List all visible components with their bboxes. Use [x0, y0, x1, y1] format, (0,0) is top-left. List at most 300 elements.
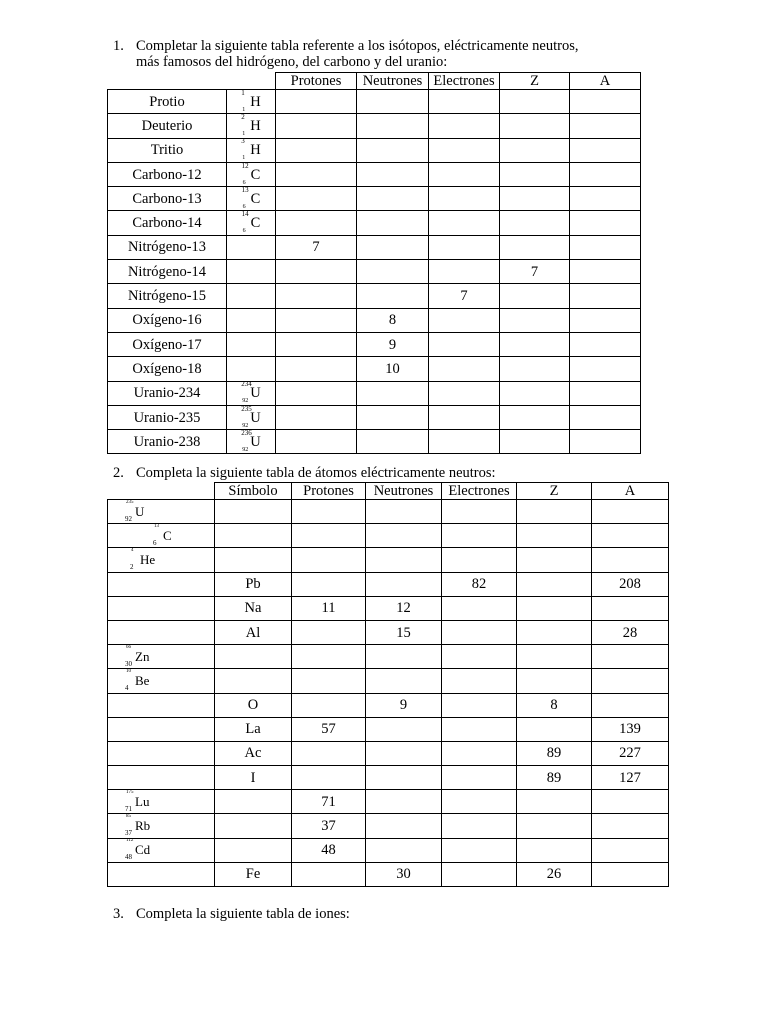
cell-simbolo — [215, 814, 292, 838]
cell-neutrones — [357, 405, 429, 429]
isotope-notation — [241, 186, 261, 210]
cell-z — [500, 284, 570, 308]
atomic-number: 37 — [125, 829, 132, 838]
cell-z — [517, 620, 592, 644]
question-3-number: 3. — [113, 906, 124, 922]
table-row — [108, 357, 641, 381]
cell-electrones — [442, 620, 517, 644]
isotope-notation-cell — [227, 357, 276, 381]
cell-neutrones — [366, 790, 442, 814]
table-row — [108, 308, 641, 332]
mass-number: 85 — [126, 814, 131, 820]
cell-neutrones — [366, 645, 442, 669]
cell-a: 208 — [592, 572, 669, 596]
isotope-notation-cell — [227, 162, 276, 186]
cell-neutrones — [357, 235, 429, 259]
cell-electrones — [429, 114, 500, 138]
element-symbol: He — [140, 551, 156, 567]
cell-protones: 71 — [292, 790, 366, 814]
cell-a — [570, 405, 641, 429]
isotope-notation — [241, 429, 261, 453]
cell-z — [500, 138, 570, 162]
cell-a — [570, 381, 641, 405]
header-neutrones: Neutrones — [366, 483, 442, 500]
cell-neutrones: 15 — [366, 620, 442, 644]
cell-electrones — [429, 381, 500, 405]
cell-electrones — [442, 524, 517, 548]
cell-protones — [276, 211, 357, 235]
cell-a — [592, 862, 669, 886]
isotope-notation-cell — [108, 838, 215, 862]
cell-a — [592, 645, 669, 669]
cell-simbolo: O — [215, 693, 292, 717]
isotope-name: Protio — [108, 90, 227, 114]
cell-electrones — [442, 814, 517, 838]
cell-electrones — [442, 766, 517, 790]
atomic-number: 1 — [242, 130, 246, 137]
cell-protones — [292, 766, 366, 790]
table-row — [108, 211, 641, 235]
cell-simbolo: I — [215, 766, 292, 790]
isotope-notation-cell — [108, 500, 215, 524]
table-row — [108, 645, 669, 669]
isotope-notation-cell — [227, 211, 276, 235]
table-row — [108, 284, 641, 308]
cell-electrones — [429, 308, 500, 332]
cell-electrones — [442, 862, 517, 886]
atomic-number: 2 — [130, 562, 134, 571]
cell-electrones — [442, 693, 517, 717]
question-3-line-1: Completa la siguiente tabla de iones: — [136, 906, 350, 922]
atomic-number: 6 — [153, 538, 157, 547]
cell-protones — [292, 524, 366, 548]
isotope-name: Carbono-14 — [108, 211, 227, 235]
cell-z — [517, 717, 592, 741]
table-row — [108, 693, 669, 717]
cell-protones — [292, 741, 366, 765]
cell-z — [500, 162, 570, 186]
cell-protones — [292, 620, 366, 644]
table-row — [108, 162, 641, 186]
cell-electrones — [429, 162, 500, 186]
header-z: Z — [517, 483, 592, 500]
atomic-number: 71 — [125, 804, 132, 813]
cell-z — [517, 645, 592, 669]
isotope-notation-cell — [108, 862, 215, 886]
isotope-notation-cell — [108, 620, 215, 644]
cell-protones — [276, 284, 357, 308]
cell-simbolo — [215, 645, 292, 669]
neutral-atoms-table-header — [108, 483, 669, 500]
cell-a — [570, 90, 641, 114]
mass-number: 235 — [126, 499, 134, 505]
table-row — [108, 717, 669, 741]
mass-number: 1 — [241, 89, 245, 97]
cell-z — [517, 572, 592, 596]
element-symbol: C — [250, 190, 261, 207]
element-symbol: C — [250, 215, 261, 232]
cell-protones — [292, 645, 366, 669]
table-row — [108, 405, 641, 429]
cell-a — [592, 693, 669, 717]
cell-z — [500, 308, 570, 332]
header-electrones: Electrones — [442, 483, 517, 500]
cell-electrones — [429, 260, 500, 284]
cell-neutrones: 8 — [357, 308, 429, 332]
isotope-notation — [125, 789, 150, 813]
cell-a — [570, 332, 641, 356]
atomic-number: 1 — [242, 106, 246, 113]
question-1 — [113, 38, 579, 70]
cell-z — [500, 405, 570, 429]
cell-electrones — [429, 430, 500, 454]
cell-neutrones — [366, 524, 442, 548]
isotope-notation-cell — [227, 260, 276, 284]
cell-z: 8 — [517, 693, 592, 717]
cell-protones — [292, 548, 366, 572]
table-row — [108, 90, 641, 114]
cell-simbolo: La — [215, 717, 292, 741]
element-symbol: H — [250, 93, 261, 110]
cell-a — [570, 308, 641, 332]
cell-a — [570, 430, 641, 454]
element-symbol: C — [250, 166, 261, 183]
cell-electrones — [442, 548, 517, 572]
cell-neutrones: 9 — [357, 332, 429, 356]
isotope-notation-cell — [108, 766, 215, 790]
cell-electrones — [429, 138, 500, 162]
cell-a — [592, 814, 669, 838]
cell-electrones — [442, 596, 517, 620]
cell-simbolo: Al — [215, 620, 292, 644]
cell-a: 227 — [592, 741, 669, 765]
atomic-number: 6 — [242, 179, 246, 186]
question-1-line-1: Completar la siguiente tabla referente a los isótopos, eléctricamente neutros, — [136, 38, 579, 54]
cell-protones — [276, 162, 357, 186]
header-neutrones: Neutrones — [357, 73, 429, 90]
cell-neutrones — [366, 717, 442, 741]
question-2-line-1: Completa la siguiente tabla de átomos eléctricamente neutros: — [136, 465, 496, 481]
cell-neutrones — [366, 741, 442, 765]
isotope-notation — [241, 381, 261, 405]
cell-neutrones — [357, 260, 429, 284]
isotope-name: Nitrógeno-14 — [108, 260, 227, 284]
element-symbol: Zn — [135, 648, 150, 664]
isotope-notation — [241, 210, 261, 235]
mass-number: 236 — [241, 429, 252, 437]
isotope-name: Tritio — [108, 138, 227, 162]
question-3 — [113, 906, 350, 922]
isotope-notation-cell — [108, 790, 215, 814]
atomic-number: 6 — [242, 203, 246, 210]
cell-neutrones — [357, 381, 429, 405]
isotope-notation-cell — [227, 90, 276, 114]
isotope-notation-cell — [108, 596, 215, 620]
cell-simbolo — [215, 838, 292, 862]
cell-neutrones — [357, 162, 429, 186]
cell-neutrones — [366, 500, 442, 524]
cell-z: 89 — [517, 741, 592, 765]
isotopes-table-body — [108, 73, 641, 454]
table-row — [108, 138, 641, 162]
neutral-atoms-table-body — [108, 483, 669, 887]
element-symbol: Lu — [135, 793, 150, 809]
cell-z — [500, 211, 570, 235]
cell-neutrones — [357, 187, 429, 211]
atomic-number: 4 — [125, 683, 129, 692]
cell-z — [500, 90, 570, 114]
isotope-notation-cell — [227, 332, 276, 356]
isotope-notation — [241, 138, 261, 162]
cell-z — [517, 838, 592, 862]
table-row — [108, 669, 669, 693]
cell-electrones: 7 — [429, 284, 500, 308]
isotope-notation-cell — [108, 548, 215, 572]
mass-number: 3 — [241, 138, 245, 146]
mass-number: 235 — [241, 405, 252, 413]
cell-protones — [276, 357, 357, 381]
cell-z — [517, 524, 592, 548]
cell-a: 139 — [592, 717, 669, 741]
atomic-number: 92 — [242, 446, 249, 453]
table-row — [108, 524, 669, 548]
isotope-name: Uranio-234 — [108, 381, 227, 405]
cell-protones: 7 — [276, 235, 357, 259]
isotope-name: Deuterio — [108, 114, 227, 138]
cell-simbolo — [215, 500, 292, 524]
question-2 — [113, 465, 496, 481]
cell-neutrones — [366, 669, 442, 693]
isotope-name: Carbono-12 — [108, 162, 227, 186]
cell-a — [592, 669, 669, 693]
mass-number: 12 — [241, 162, 249, 170]
mass-number: 10 — [126, 668, 131, 674]
cell-z — [517, 596, 592, 620]
cell-electrones — [429, 405, 500, 429]
table-row — [108, 620, 669, 644]
element-symbol: Be — [135, 672, 150, 688]
cell-protones: 11 — [292, 596, 366, 620]
question-1-line-2: más famosos del hidrógeno, del carbono y del uranio: — [136, 54, 448, 70]
cell-z — [517, 548, 592, 572]
cell-protones — [276, 308, 357, 332]
isotope-notation — [125, 838, 151, 862]
cell-protones — [276, 138, 357, 162]
cell-z — [500, 332, 570, 356]
atomic-number: 92 — [242, 398, 249, 405]
cell-protones — [276, 260, 357, 284]
mass-number: 234 — [241, 381, 252, 389]
isotope-notation-cell — [108, 572, 215, 596]
cell-neutrones: 12 — [366, 596, 442, 620]
cell-a — [592, 524, 669, 548]
isotope-notation — [153, 523, 172, 547]
cell-z — [500, 430, 570, 454]
cell-a — [570, 357, 641, 381]
header-a: A — [592, 483, 669, 500]
isotope-name: Oxígeno-17 — [108, 332, 227, 356]
table-row — [108, 838, 669, 862]
table-row — [108, 332, 641, 356]
cell-simbolo — [215, 524, 292, 548]
table-row — [108, 741, 669, 765]
header-electrones: Electrones — [429, 73, 500, 90]
isotope-notation — [241, 162, 261, 186]
cell-electrones: 82 — [442, 572, 517, 596]
cell-z: 7 — [500, 260, 570, 284]
isotope-notation — [241, 89, 261, 113]
cell-neutrones — [357, 138, 429, 162]
cell-a — [592, 548, 669, 572]
isotope-notation-cell — [227, 235, 276, 259]
element-symbol: H — [250, 142, 261, 159]
cell-electrones — [442, 500, 517, 524]
element-symbol: U — [135, 503, 145, 519]
cell-a — [592, 500, 669, 524]
table-row — [108, 790, 669, 814]
cell-electrones — [442, 717, 517, 741]
cell-protones — [276, 381, 357, 405]
cell-z — [517, 669, 592, 693]
cell-z — [517, 814, 592, 838]
cell-electrones — [442, 741, 517, 765]
table-row — [108, 260, 641, 284]
cell-a — [592, 838, 669, 862]
cell-protones — [276, 90, 357, 114]
cell-neutrones — [357, 114, 429, 138]
table-row — [108, 548, 669, 572]
cell-z — [517, 500, 592, 524]
atomic-number: 48 — [125, 853, 132, 862]
element-symbol: U — [250, 385, 261, 402]
atomic-number: 30 — [125, 659, 132, 668]
cell-neutrones — [366, 548, 442, 572]
mass-number: 66 — [126, 644, 131, 650]
isotope-notation — [125, 499, 145, 523]
neutral-atoms-table — [107, 482, 669, 887]
cell-electrones — [442, 645, 517, 669]
isotope-name: Oxígeno-18 — [108, 357, 227, 381]
cell-a — [570, 260, 641, 284]
isotope-notation-cell — [108, 669, 215, 693]
mass-number: 2 — [241, 113, 245, 121]
cell-neutrones — [366, 572, 442, 596]
cell-neutrones — [366, 814, 442, 838]
isotope-name: Uranio-238 — [108, 430, 227, 454]
header-protones: Protones — [292, 483, 366, 500]
cell-neutrones: 9 — [366, 693, 442, 717]
cell-neutrones — [357, 430, 429, 454]
cell-a: 127 — [592, 766, 669, 790]
cell-protones — [292, 572, 366, 596]
cell-a — [570, 114, 641, 138]
table-row — [108, 235, 641, 259]
cell-z — [500, 187, 570, 211]
cell-protones — [276, 332, 357, 356]
cell-protones — [292, 862, 366, 886]
isotope-notation-cell — [108, 741, 215, 765]
element-symbol: Cd — [135, 842, 151, 858]
isotope-notation — [241, 113, 261, 137]
cell-simbolo: Ac — [215, 741, 292, 765]
header-z: Z — [500, 73, 570, 90]
cell-protones — [292, 500, 366, 524]
cell-protones — [276, 430, 357, 454]
cell-protones: 57 — [292, 717, 366, 741]
isotope-name: Carbono-13 — [108, 187, 227, 211]
mass-number: 13 — [241, 186, 249, 194]
cell-a — [570, 211, 641, 235]
isotope-notation-cell — [227, 284, 276, 308]
cell-simbolo: Na — [215, 596, 292, 620]
question-2-number: 2. — [113, 465, 124, 481]
cell-neutrones — [366, 766, 442, 790]
cell-electrones — [429, 211, 500, 235]
cell-z: 26 — [517, 862, 592, 886]
isotope-notation-cell — [108, 524, 215, 548]
isotope-notation-cell — [227, 405, 276, 429]
isotopes-table-header — [108, 73, 641, 90]
cell-neutrones: 30 — [366, 862, 442, 886]
table-row — [108, 814, 669, 838]
isotope-notation-cell — [108, 814, 215, 838]
mass-number: 175 — [126, 789, 134, 795]
cell-electrones — [442, 838, 517, 862]
cell-a — [592, 790, 669, 814]
atomic-number: 92 — [125, 514, 132, 523]
question-1-number: 1. — [113, 38, 124, 54]
cell-electrones — [429, 90, 500, 114]
cell-protones — [292, 669, 366, 693]
cell-protones: 37 — [292, 814, 366, 838]
cell-electrones — [429, 332, 500, 356]
cell-simbolo — [215, 790, 292, 814]
cell-protones — [276, 187, 357, 211]
mass-number: 14 — [241, 210, 249, 219]
isotope-notation-cell — [108, 717, 215, 741]
cell-protones — [276, 114, 357, 138]
mass-number: 4 — [131, 547, 134, 553]
cell-a — [592, 596, 669, 620]
cell-z — [500, 114, 570, 138]
cell-a — [570, 138, 641, 162]
cell-electrones — [429, 235, 500, 259]
element-symbol: U — [250, 433, 261, 450]
isotope-notation-cell — [227, 308, 276, 332]
table-row — [108, 430, 641, 454]
element-symbol: H — [250, 117, 261, 134]
isotope-notation-cell — [108, 693, 215, 717]
cell-simbolo: Fe — [215, 862, 292, 886]
isotope-name: Uranio-235 — [108, 405, 227, 429]
isotope-notation-cell — [227, 430, 276, 454]
isotope-name: Nitrógeno-13 — [108, 235, 227, 259]
table-row — [108, 572, 669, 596]
cell-simbolo: Pb — [215, 572, 292, 596]
cell-a — [570, 235, 641, 259]
table-row — [108, 500, 669, 524]
isotopes-table — [107, 72, 641, 454]
cell-neutrones — [357, 284, 429, 308]
cell-z — [500, 357, 570, 381]
element-symbol: C — [163, 527, 172, 543]
isotope-notation — [241, 405, 261, 429]
cell-a — [570, 284, 641, 308]
cell-a: 28 — [592, 620, 669, 644]
element-symbol: Rb — [135, 818, 151, 834]
table-row — [108, 114, 641, 138]
mass-number: 112 — [126, 838, 134, 844]
